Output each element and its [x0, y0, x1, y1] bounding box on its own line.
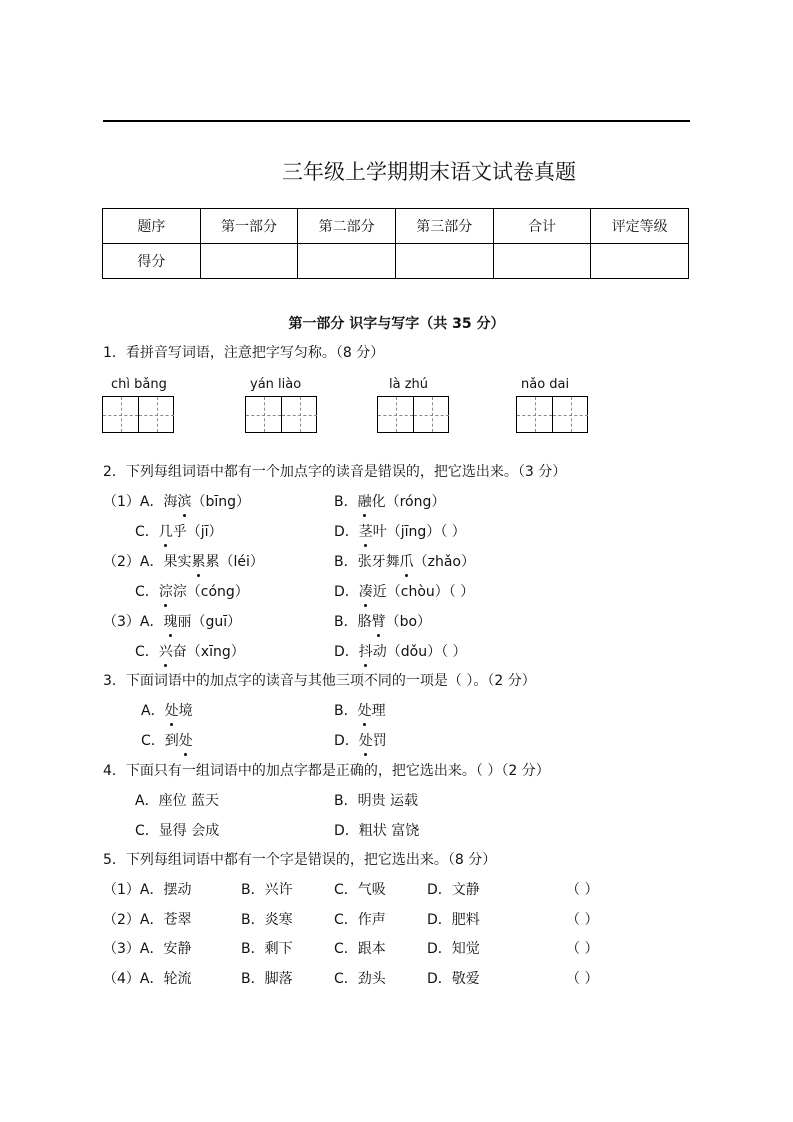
option-text: （3）A．安静	[103, 941, 192, 957]
score-header-cell: 题序	[103, 209, 201, 244]
score-header-cell: 合计	[493, 209, 591, 244]
score-input-cell[interactable]	[200, 244, 298, 279]
option-text: C．劲头	[334, 971, 386, 987]
writing-grid[interactable]	[516, 396, 588, 433]
option-text: D．处罚	[334, 730, 387, 750]
score-row-label: 得分	[103, 244, 201, 279]
score-input-cell[interactable]	[591, 244, 689, 279]
option-text: B．兴许	[241, 882, 293, 898]
score-header-cell: 第一部分	[200, 209, 298, 244]
pinyin-label: là zhú	[389, 377, 429, 392]
section-title: 第一部分 识字与写字（共 35 分）	[288, 316, 505, 332]
score-header-cell: 评定等级	[591, 209, 689, 244]
score-header-cell: 第二部分	[298, 209, 396, 244]
option-text: C．兴奋（xīng）	[135, 641, 245, 661]
option-text: （2）A．苍翠	[103, 912, 192, 928]
option-text: （1）A．摆动	[103, 882, 192, 898]
option-text: D．敬爱	[427, 971, 480, 987]
option-text: C．显得 会成	[135, 823, 220, 839]
option-text: C．作声	[334, 912, 386, 928]
score-table-header-row	[103, 209, 689, 244]
writing-grid[interactable]	[245, 396, 317, 433]
score-input-cell[interactable]	[395, 244, 493, 279]
option-text: B．张牙舞爪（zhǎo）	[334, 551, 475, 571]
option-text: C．跟本	[334, 941, 386, 957]
option-text: D．文静	[427, 882, 480, 898]
option-text: C．气吸	[334, 882, 386, 898]
answer-blank[interactable]: （ ）	[566, 971, 599, 987]
score-input-cell[interactable]	[298, 244, 396, 279]
option-text: D．抖动（dǒu）（ ）	[334, 641, 467, 661]
option-text: A．处境	[141, 700, 193, 720]
score-header-cell: 第三部分	[395, 209, 493, 244]
option-text: B．脚落	[241, 971, 293, 987]
answer-blank[interactable]: （ ）	[566, 941, 599, 957]
score-table	[102, 208, 689, 279]
option-text: C．几乎（jī）	[135, 521, 223, 541]
option-text: （4）A．轮流	[103, 971, 192, 987]
pinyin-label: yán liào	[250, 377, 302, 392]
option-text: A．座位 蓝天	[135, 793, 220, 809]
option-text: B．融化（róng）	[334, 491, 445, 511]
writing-grid[interactable]	[102, 396, 174, 433]
writing-grid[interactable]	[377, 396, 449, 433]
answer-blank[interactable]: （ ）	[566, 912, 599, 928]
option-text: （1）A．海滨（bīng）	[103, 491, 250, 511]
question-5-text: 5．下列每组词语中都有一个字是错误的，把它选出来。（8 分）	[103, 852, 497, 868]
score-input-cell[interactable]	[493, 244, 591, 279]
option-text: D．知觉	[427, 941, 480, 957]
header-rule	[103, 120, 690, 122]
question-1-text: 1．看拼音写词语，注意把字写匀称。（8 分）	[103, 345, 385, 361]
option-text: （2）A．果实累累（léi）	[103, 551, 264, 571]
question-3-text: 3．下面词语中的加点字的读音与其他三项不同的一项是（ ）。（2 分）	[103, 673, 536, 689]
answer-blank[interactable]: （ ）	[566, 882, 599, 898]
option-text: B．剩下	[241, 941, 293, 957]
option-text: B．炎寒	[241, 912, 293, 928]
pinyin-label: chì bǎng	[111, 377, 167, 392]
option-text: D．肥料	[427, 912, 480, 928]
page-title: 三年级上学期期末语文试卷真题	[282, 160, 576, 184]
option-text: D．凑近（chòu）（ ）	[334, 581, 474, 601]
option-text: B．胳臂（bo）	[334, 611, 431, 631]
question-2-text: 2．下列每组词语中都有一个加点字的读音是错误的，把它选出来。（3 分）	[103, 464, 567, 480]
option-text: C．到处	[141, 730, 193, 750]
option-text: D．粗状 富饶	[334, 823, 420, 839]
option-text: B．明贵 运载	[334, 793, 419, 809]
question-4-text: 4．下面只有一组词语中的加点字都是正确的，把它选出来。（ ）（2 分）	[103, 763, 550, 779]
pinyin-label: nǎo dai	[521, 377, 570, 392]
option-text: C．淙淙（cóng）	[135, 581, 249, 601]
option-text: B．处理	[334, 700, 386, 720]
option-text: D．茎叶（jīng）（ ）	[334, 521, 466, 541]
score-table-score-row	[103, 244, 689, 279]
option-text: （3）A．瑰丽（guī）	[103, 611, 241, 631]
